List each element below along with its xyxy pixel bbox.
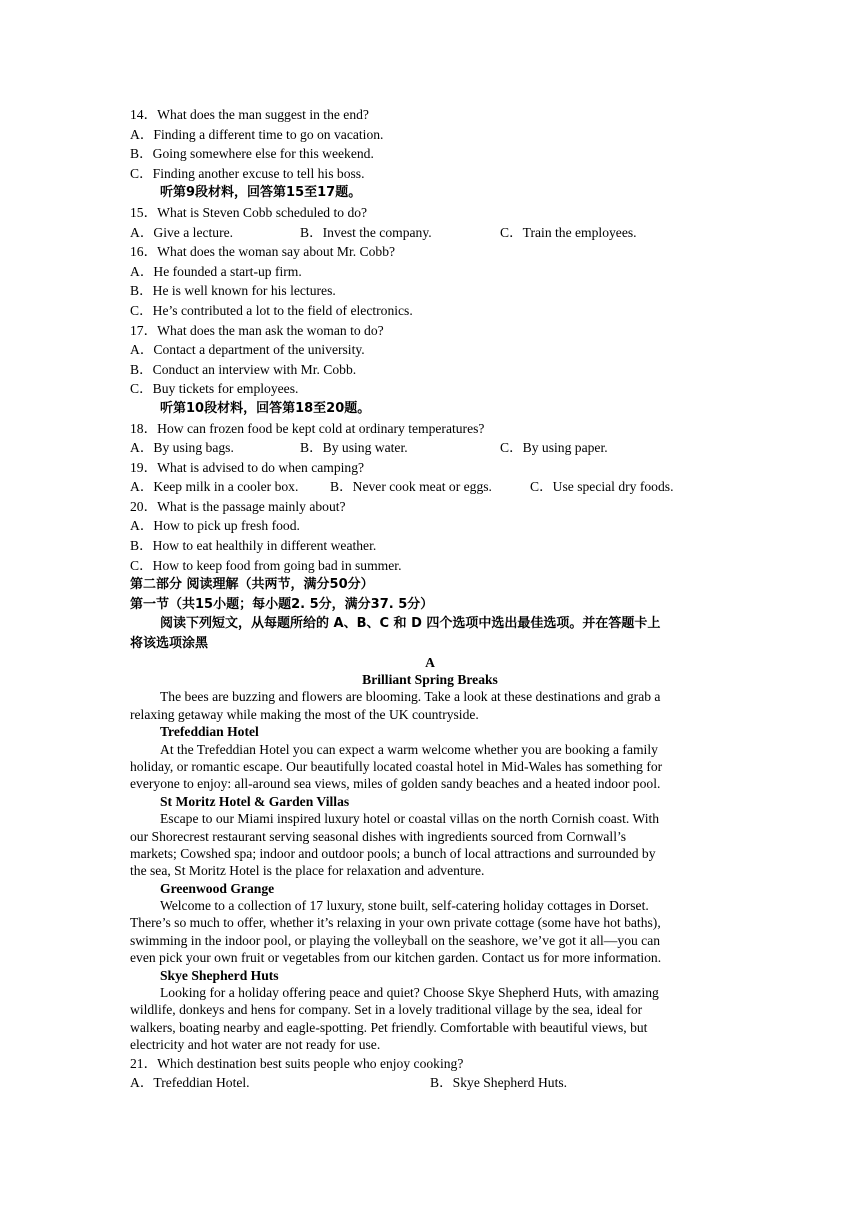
intro-line: relaxing getaway while making the most of the UK countryside. [130, 706, 479, 722]
question-18: 18．How can frozen food be kept cold at ordinary temperatures? [130, 420, 485, 436]
option: B．Invest the company. [300, 224, 432, 240]
question-21: 21．Which destination best suits people who enjoy cooking? [130, 1055, 464, 1071]
body-line: Looking for a holiday offering peace and quiet? Choose Skye Shepherd Huts, with amazing [160, 985, 659, 1001]
body-line: markets; Cowshed spa; indoor and outdoor pools; a bunch of local attractions and surrounded by [130, 845, 656, 861]
question-14: 14．What does the man suggest in the end? [130, 107, 369, 122]
option: B．Never cook meat or eggs. [330, 479, 492, 495]
options-row [130, 438, 730, 458]
passage-title: Brilliant Spring Breaks [362, 672, 498, 688]
option: B．Going somewhere else for this weekend. [130, 146, 374, 162]
body-line: walkers, boating nearby and eagle-spotting. Pet friendly. Comfortable with beautiful views, but [130, 1019, 648, 1035]
option: A．Finding a different time to go on vacation. [130, 126, 384, 142]
body-line: At the Trefeddian Hotel you can expect a warm welcome whether you are booking a family [160, 741, 658, 757]
body-line: Welcome to a collection of 17 luxury, stone built, self-catering holiday cottages in Dorset. [160, 898, 649, 914]
option: C．He’s contributed a lot to the field of electronics. [130, 302, 413, 318]
option: A．How to pick up fresh food. [130, 518, 300, 534]
option: A．Give a lecture. [130, 224, 234, 240]
option: C．Buy tickets for employees. [130, 381, 299, 397]
section-title: 第一节（共15小题；每小题2. 5分，满分37. 5分） [130, 596, 434, 612]
body-line: Escape to our Miami inspired luxury hotel or coastal villas on the north Cornish coast. With [160, 811, 660, 827]
part-title: 第二部分 阅读理解（共两节，满分50分） [130, 577, 374, 593]
body-line: even pick your own fruit or vegetables from our kitchen garden. Contact us for more information. [130, 950, 662, 966]
hotel-name: Skye Shepherd Huts [160, 967, 279, 983]
body-line: There’s so much to offer, whether it’s relaxing in your own private cottage (some have hot baths), [130, 915, 661, 931]
instruction-line: 将该选项涂黑 [130, 636, 209, 652]
body-line: our Shorecrest restaurant serving seasonal dishes with ingredients sourced from Cornwall’s [130, 828, 627, 844]
body-line: holiday, or romantic escape. Our beautifully located coastal hotel in Mid-Wales has something for [130, 758, 663, 774]
option: C．By using paper. [500, 440, 608, 456]
exam-page [130, 105, 730, 1093]
option: C．Finding another excuse to tell his boss. [130, 165, 365, 181]
option: A．He founded a start-up firm. [130, 263, 302, 279]
body-line: swimming in the indoor pool, or playing the volleyball on the seashore, we’ve got it all—you can [130, 932, 661, 948]
hotel-name: Greenwood Grange [160, 880, 275, 896]
question-17: 17．What does the man ask the woman to do? [130, 322, 384, 338]
option: A．Trefeddian Hotel. [130, 1075, 250, 1091]
option: B．Skye Shepherd Huts. [430, 1075, 568, 1091]
option: B．By using water. [300, 440, 408, 456]
question-19: 19．What is advised to do when camping? [130, 459, 365, 475]
passage-letter: A [425, 654, 435, 670]
question-20: 20．What is the passage mainly about? [130, 498, 346, 514]
hotel-name: Trefeddian Hotel [160, 724, 259, 740]
option: A．Keep milk in a cooler box. [130, 479, 299, 495]
question-15: 15．What is Steven Cobb scheduled to do? [130, 204, 368, 220]
section-heading-10: 听第10段材料，回答第18至20题。 [160, 400, 371, 416]
option: C．Train the employees. [500, 224, 637, 240]
hotel-name: St Moritz Hotel & Garden Villas [160, 793, 350, 809]
option: A．Contact a department of the university. [130, 342, 365, 358]
option: B．He is well known for his lectures. [130, 283, 336, 299]
instruction-line: 阅读下列短文，从每题所给的 A、B、C 和 D 四个选项中选出最佳选项。并在答题卡上 [160, 616, 661, 632]
intro-line: The bees are buzzing and flowers are blooming. Take a look at these destinations and grab a [160, 689, 661, 705]
body-line: the sea, St Moritz Hotel is the place for relaxation and adventure. [130, 863, 485, 879]
body-line: everyone to enjoy: all-around sea views, miles of golden sandy beaches and a heated indoor pool. [130, 776, 661, 792]
option: B．How to eat healthily in different weather. [130, 538, 377, 554]
section-heading-9: 听第9段材料，回答第15至17题。 [160, 185, 362, 201]
options-row [130, 223, 730, 243]
option: A．By using bags. [130, 440, 234, 456]
body-line: wildlife, donkeys and hens for company. Set in a lovely traditional village by the sea, ideal for [130, 1002, 643, 1018]
body-line: electricity and hot water are not ready for use. [130, 1037, 381, 1053]
option: C．Use special dry foods. [530, 479, 674, 495]
options-row [130, 477, 730, 497]
question-16: 16．What does the woman say about Mr. Cobb? [130, 244, 396, 260]
option: C．How to keep food from going bad in summer. [130, 557, 402, 573]
option: B．Conduct an interview with Mr. Cobb. [130, 361, 357, 377]
options-row [130, 1073, 730, 1093]
